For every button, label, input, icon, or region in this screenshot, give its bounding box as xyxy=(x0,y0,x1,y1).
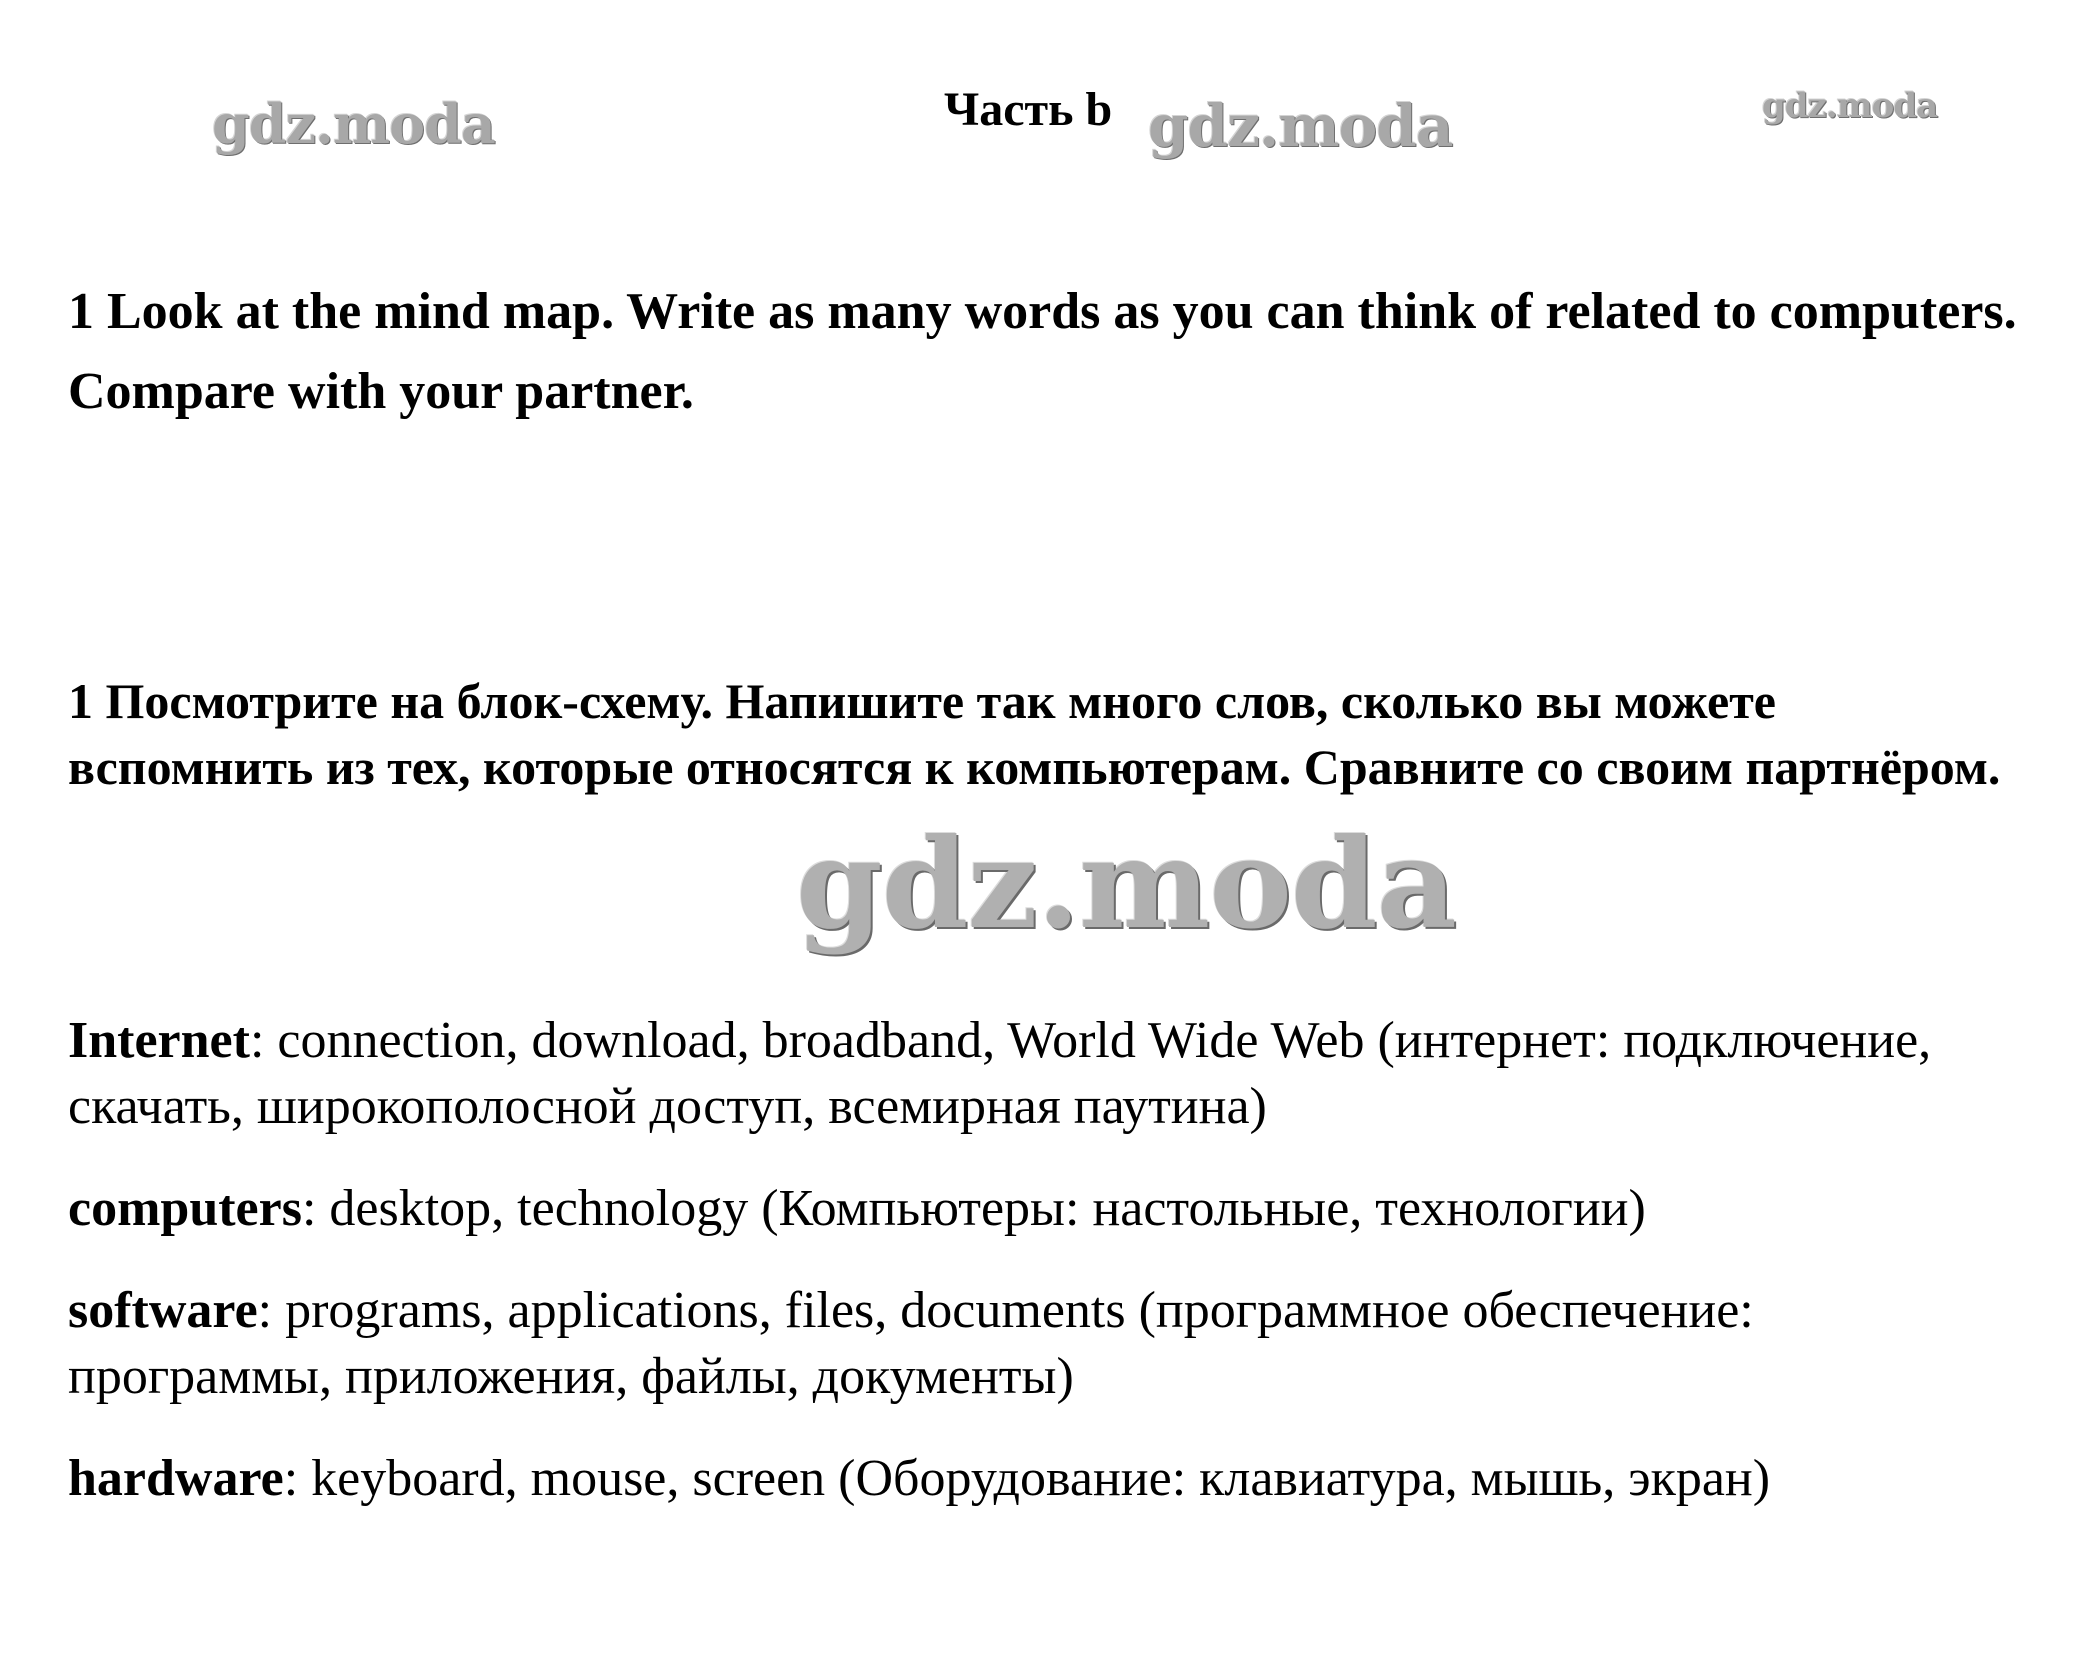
answer-software xyxy=(68,1278,2028,1410)
watermark-right: gdz.moda xyxy=(1762,86,1938,126)
page-title: Часть b xyxy=(944,83,1113,136)
answer-computers xyxy=(68,1176,2028,1242)
answer-text: : keyboard, mouse, screen (Оборудование: клавиатура, мышь, экран) xyxy=(283,1450,1771,1507)
answer-internet xyxy=(68,1008,2028,1140)
answer-term: hardware xyxy=(68,1450,284,1507)
answer-hardware xyxy=(68,1446,2028,1512)
watermark-center: gdz.moda xyxy=(796,812,1456,957)
answer-term: Internet xyxy=(68,1012,250,1069)
answer-text: : connection, download, broadband, World Wide Web (интернет: подключение, скачать, широкополосной доступ, всемирная паутина) xyxy=(68,1012,1932,1135)
answer-text: : programs, applications, files, documents (программное обеспечение: программы, приложения, файлы, документы) xyxy=(68,1282,1754,1405)
answer-list xyxy=(68,1008,2028,1548)
answer-text: : desktop, technology (Компьютеры: настольные, технологии) xyxy=(301,1180,1646,1237)
answer-term: software xyxy=(68,1282,258,1339)
answer-term: computers xyxy=(68,1180,302,1237)
watermark-left: gdz.moda xyxy=(212,92,495,156)
task-english: 1 Look at the mind map. Write as many words as you can think of related to computers. Compare with your partner. xyxy=(68,283,2017,420)
task-russian: 1 Посмотрите на блок-схему. Напишите так много слов, сколько вы можете вспомнить из тех, которые относятся к компьютерам. Сравните со своим партнёром. xyxy=(68,673,2001,795)
watermark-middle: gdz.moda xyxy=(1148,92,1453,160)
